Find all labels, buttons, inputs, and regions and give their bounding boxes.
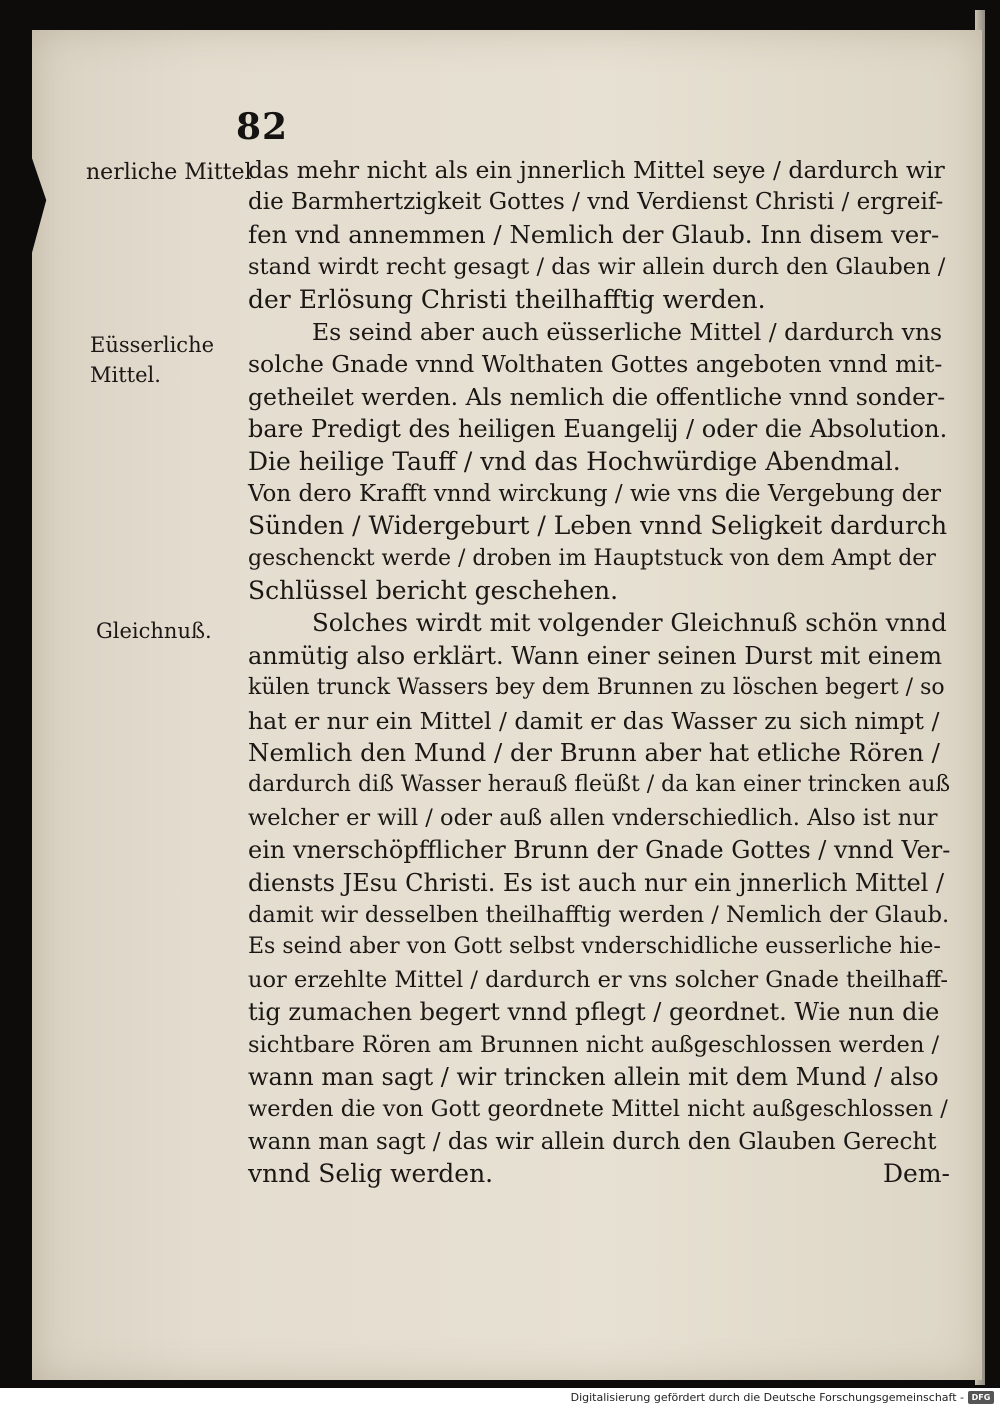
text-line: diensts JEsu Christi. Es ist auch nur ein jnnerlich Mittel / [248, 868, 945, 897]
text-line: Von dero Krafft vnnd wirckung / wie vns die Vergebung der [248, 480, 942, 507]
text-line: tig zumachen begert vnnd pflegt / geordnet. Wie nun die [248, 998, 940, 1027]
text-line: Nemlich den Mund / der Brunn aber hat etliche Rören / [248, 738, 940, 768]
footer-bar [0, 1388, 1000, 1408]
text-line: solche Gnade vnnd Wolthaten Gottes angeboten vnnd mit- [248, 350, 943, 379]
text-line: uor erzehlte Mittel / dardurch er vns solcher Gnade theilhaff- [248, 966, 948, 993]
text-line: getheilet werden. Als nemlich die offentliche vnnd sonder- [248, 382, 946, 411]
text-line: die Barmhertzigkeit Gottes / vnd Verdienst Christi / ergreif- [248, 189, 944, 216]
text-line: wann man sagt / wir trincken allein mit dem Mund / also [248, 1062, 939, 1091]
text-line: külen trunck Wassers bey dem Brunnen zu löschen begert / so [248, 675, 945, 701]
text-line: damit wir desselben theilhafftig werden / Nemlich der Glaub. [248, 901, 950, 928]
text-line: welcher er will / oder auß allen vnderschiedlich. Also ist nur [248, 804, 938, 831]
margin-note-mittel: Mittel. [90, 363, 161, 387]
dfg-logo-icon: DFG [968, 1391, 994, 1404]
text-line: dardurch diß Wasser herauß fleüßt / da kan einer trincken auß [248, 772, 951, 798]
text-line: anmütig also erklärt. Wann einer seinen Durst mit einem [248, 641, 943, 670]
margin-note-innerliche: nerliche Mittel [86, 160, 252, 185]
funding-credit: Digitalisierung gefördert durch die Deutsche Forschungsgemeinschaft - [570, 1391, 964, 1404]
text-line: fen vnd annemmen / Nemlich der Glaub. Inn disem ver- [248, 219, 940, 249]
text-line: bare Predigt des heiligen Euangelij / oder die Absolution. [248, 415, 948, 444]
text-line: geschenckt werde / droben im Hauptstuck von dem Ampt der [248, 545, 936, 571]
text-line: sichtbare Rören am Brunnen nicht außgeschlossen werden / [248, 1031, 940, 1058]
page-number: 82 [236, 106, 289, 148]
text-line: ein vnerschöpfflicher Brunn der Gnade Gottes / vnnd Ver- [248, 836, 951, 865]
text-line: Sünden / Widergeburt / Leben vnnd Seligkeit dardurch [248, 511, 948, 541]
text-line: stand wirdt recht gesagt / das wir allein durch den Glauben / [248, 254, 946, 281]
text-line: Die heilige Tauff / vnd das Hochwürdige Abendmal. [248, 446, 901, 476]
text-line: hat er nur ein Mittel / damit er das Wasser zu sich nimpt / [248, 706, 940, 735]
text-line: vnnd Selig werden. [248, 1159, 494, 1189]
body-text [248, 154, 950, 1191]
text-line: Schlüssel bericht geschehen. [248, 576, 619, 606]
margin-note-gleichnuss: Gleichnuß. [96, 619, 212, 643]
last-line-row [248, 1158, 950, 1190]
text-line: Es seind aber auch eüsserliche Mittel / dardurch vns [312, 317, 943, 346]
text-line: wann man sagt / das wir allein durch den Glauben Gerecht [248, 1128, 937, 1155]
margin-note-eusserliche: Eüsserliche [90, 333, 215, 357]
text-line: das mehr nicht als ein jnnerlich Mittel seye / dardurch wir [248, 156, 945, 184]
text-line: werden die von Gott geordnete Mittel nicht außgeschlossen / [248, 1096, 948, 1123]
text-line: Es seind aber von Gott selbst vnderschidliche eusserliche hie- [248, 934, 941, 960]
text-line: der Erlösung Christi theilhafftig werden. [248, 284, 766, 314]
text-line: Solches wirdt mit volgender Gleichnuß schön vnnd [312, 608, 947, 638]
catchword: Dem- [883, 1159, 950, 1189]
